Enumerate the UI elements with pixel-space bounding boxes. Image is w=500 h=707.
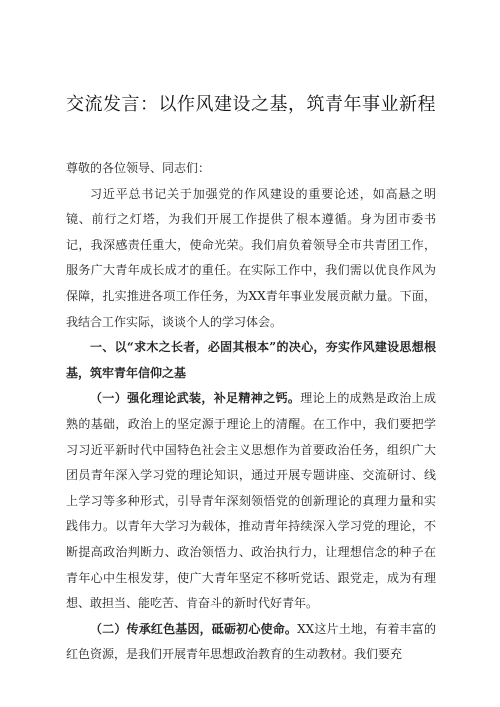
salutation: 尊敬的各位领导、同志们： bbox=[66, 161, 211, 175]
subsection-1-paragraph bbox=[66, 386, 436, 616]
subsection-1-text: 理论上的成熟是政治上成熟的基础，政治上的坚定源于理论上的清醒。在工作中，我们要把学习习近平新时代中国特色社会主义思想作为首要政治任务，组织广大团员青年深入学习党的理论知识，通过开展专题讲座、交流研讨、线上学习等多种形式，引导青年深刻领悟党的创新理论的真理力量和实践伟力。以青年大学习为载体，推动青年持续深入学习党的理论，不断提高政治判断力、政治领悟力、政治执行力，让理想信念的种子在青年心中生根发芽，使广大青年坚定不移听党话、跟党走，成为有理想、敢担当、能吃苦、肯奋斗的新时代好青年。 bbox=[66, 391, 436, 611]
subsection-1-lead: （一）强化理论武装，补足精神之钙。 bbox=[90, 391, 301, 406]
subsection-2-lead: （二）传承红色基因，砥砺初心使命。 bbox=[90, 621, 298, 636]
subsection-2-paragraph bbox=[66, 617, 436, 668]
subsection-2-text: XX这片土地，有着丰富的红色资源，是我们开展青年思想政治教育的生动教材。我们要充 bbox=[66, 621, 436, 662]
document-title: 交流发言：以作风建设之基，筑青年事业新程 bbox=[66, 94, 436, 115]
section-1-heading: 一、以“求木之长者，必固其根本”的决心，夯实作风建设思想根基，筑牢青年信仰之基 bbox=[66, 340, 436, 380]
intro-paragraph: 习近平总书记关于加强党的作风建设的重要论述，如高悬之明镜、前行之灯塔，为我们开展工作提供了根本遵循。身为团市委书记，我深感责任重大，使命光荣。我们肩负着领导全市共青团工作，服务广大青年成长成才的重任。在实际工作中，我们需以优良作风为保障，扎实推进各项工作任务，为XX青年事业发展贡献力量。下面，我结合工作实际，谈谈个人的学习体会。 bbox=[66, 186, 436, 329]
